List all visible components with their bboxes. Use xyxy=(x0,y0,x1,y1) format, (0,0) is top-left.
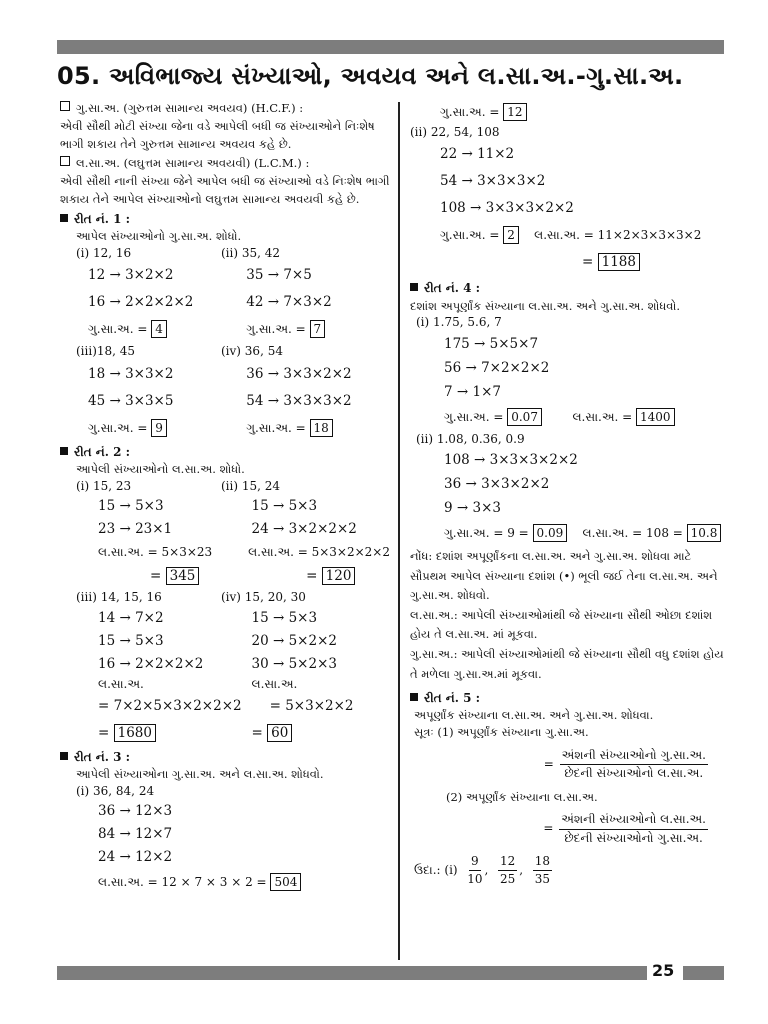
method-1-heading: રીત નં. 1 : xyxy=(60,211,390,228)
m5-f1-numerator: અંશની સંખ્યાઓનો ગુ.સા.અ. xyxy=(560,747,708,765)
m5-f2-numerator: અંશની સંખ્યાઓનો લ.સા.અ. xyxy=(559,811,708,829)
square-bullet-icon xyxy=(410,693,418,701)
gcd-label: ગુ.સા.અ. = xyxy=(88,420,148,435)
m2-ii-lcm: લ.સા.અ. = 5×3×2×2×2 xyxy=(248,545,390,560)
m4-ii-gcd-result: 0.09 xyxy=(533,524,568,542)
m2-i-line1: 15 → 5×3 xyxy=(98,498,164,515)
m3-i-line1: 36 → 12×3 xyxy=(98,803,173,820)
lcm-title: લ.સા.અ. (લઘુત્તમ સામાન્ય અવયવી) (L.C.M.) : xyxy=(76,156,310,171)
m1-iv-label: (iv) 36, 54 xyxy=(221,344,283,359)
m3-i-label: (i) 36, 84, 24 xyxy=(76,784,155,799)
gcd-label: ગુ.સા.અ. = xyxy=(88,322,148,337)
m5-f1-denominator: છેદની સંખ્યાઓનો લ.સા.અ. xyxy=(564,766,704,781)
m4-ii-line3: 9 → 3×3 xyxy=(444,500,501,517)
m4-note-gcd: ગુ.સા.અ.: આપેલી સંખ્યાઓમાંથી જે સંખ્યાના સૌથી વધુ દશાંશ હોય તે મળેલા ગુ.સા.અ.માં મૂકવા. xyxy=(410,646,724,681)
m3-ii-gcd-label: ગુ.સા.અ. = xyxy=(440,228,500,243)
m5-formula1-label: સૂત્રઃ (1) અપૂર્ણાંક સંખ્યાના ગુ.સા.અ. xyxy=(414,725,589,740)
fraction-numerator: 18 xyxy=(533,853,552,871)
method-1-desc: આપેલ સંખ્યાઓનો ગુ.સા.અ. શોધો. xyxy=(76,229,242,244)
fraction-numerator: 12 xyxy=(498,853,517,871)
method-2-heading: રીત નં. 2 : xyxy=(60,444,390,461)
checkbox-bullet-icon xyxy=(60,101,70,111)
m1-iv-result: 18 xyxy=(310,419,333,437)
method-4-heading: રીત નં. 4 : xyxy=(410,280,730,297)
m3-ii-label: (ii) 22, 54, 108 xyxy=(410,125,500,139)
m5-example-label: ઉદા.: (i) xyxy=(414,863,458,878)
m2-ii-line2: 24 → 3×2×2×2 xyxy=(251,521,357,538)
m2-i-line2: 23 → 23×1 xyxy=(98,521,173,538)
m2-iv-label: (iv) 15, 20, 30 xyxy=(221,590,306,605)
m4-i-line2: 56 → 7×2×2×2 xyxy=(444,359,550,376)
m1-iv-line1: 36 → 3×3×2×2 xyxy=(246,365,352,382)
m1-ii-result: 7 xyxy=(310,320,326,338)
m3-ii-line2: 54 → 3×3×3×2 xyxy=(440,173,546,190)
m2-i-result: 345 xyxy=(166,567,200,585)
right-column: ગુ.સા.અ. = 12 (ii) 22, 54, 108 22 → 11×2 54 → 3×3×3×2 108 → 3×3×3×2×2 ગુ.સા.અ. = 2 લ.સા.અ. = 11×2×3×3×3×2 = 1188 રીત નં. 4 : દશાંશ અપૂર્ણાંક સંખ્યાના લ.સા.અ. અને ગુ.સા.અ. શોધવો. (i) 1.75, 5.6, 7 175 → 5×5×7 56 → 7×2×2×2 7 → 1×7 ગુ.સા.અ. = 0.07 લ.સા.અ. = 1400 (ii) 1.08, 0.36, 0.9 108 → 3×3×3×2×2 36 → 3×3×2×2 9 → 3×3 ગુ.સા.અ. = 9 = 0.09 લ.સા.અ. = 108 = 10.8 નોંધ: દશાંશ અપૂર્ણાંકના લ.સા.અ. અને ગુ.સા.અ. શોધવા માટે સૌપ્રથમ આપેલ સંખ્યાના દશાંશ (•) ભૂલી જઈ તેના લ.સા.અ. અને ગુ.સા.અ. શોધવો. લ.સા.અ.: આપેલી સંખ્યાઓમાંથી જે સંખ્યાના સૌથી ઓછા દશાંશ હોય તે લ.સા.અ. માં મૂકવા. ગુ.સા.અ.: આપેલી સંખ્યાઓમાંથી જે સંખ્યાના સૌથી વધુ દશાંશ હોય તે મળેલા ગુ.સા.અ.માં મૂકવા. રીત નં. 5 : અપૂર્ણાંક સંખ્યાના લ.સા.અ. અને ગુ.સા.અ. શોધવા. સૂત્રઃ (1) અપૂર્ણાંક સંખ્યાના ગુ.સા.અ. = $\frac{\text{અંશની સંખ્યાઓનો ગુ.સા.અ.}}{\text{છેદની સંખ્યાઓનો લ.સા.અ.}}$ (2) અપૂર્ણાંક સંખ્યાના લ.સા.અ. = $\frac{\text{અંશની સંખ્યાઓનો લ.સા.અ.}}{\text{છેદની સંખ્યાઓનો ગુ.સા.અ.}}$ ઉદા.: (i) $\frac{9}{10}$ , $\frac{12}{25}$ , $\frac{18}{35}$ xyxy=(410,100,730,889)
method-4-desc: દશાંશ અપૂર્ણાંક સંખ્યાના લ.સા.અ. અને ગુ.સા.અ. શોધવો. xyxy=(410,298,680,313)
m1-i-line2: 16 → 2×2×2×2 xyxy=(88,294,194,311)
m3-ii-line3: 108 → 3×3×3×2×2 xyxy=(440,200,574,217)
m3-i-lcm-result: 504 xyxy=(270,873,301,891)
m5-formula1: = $\frac{\text{અંશની સંખ્યાઓનો ગુ.સા.અ.}}{\text{છેદની સંખ્યાઓનો લ.સા.અ.}}$ xyxy=(410,747,730,783)
m3-i-lcm-label: લ.સા.અ. = 12 × 7 × 3 × 2 = xyxy=(98,875,267,890)
m5-example: ઉદા.: (i) $\frac{9}{10}$ , $\frac{12}{25}$ , $\frac{18}{35}$ xyxy=(410,853,730,889)
m1-iii-line2: 45 → 3×3×5 xyxy=(88,392,174,409)
left-column: ગુ.સા.અ. (ગુરુત્તમ સામાન્ય અવયવ) (H.C.F.) : એવી સૌથી મોટી સંખ્યા જેના વડે આપેલી બધી જ સંખ્યાઓને નિઃશેષ ભાગી શકાય તેને ગુરુત્તમ સામાન્ય અવયવ કહે છે. લ.સા.અ. (લઘુત્તમ સામાન્ય અવયવી) (L.C.M.) : એવી સૌથી નાની સંખ્યા જેને આપેલ બધી જ સંખ્યાઓ વડે નિઃશેષ ભાગી શકાય તેને આપેલ સંખ્યાઓનો લઘુત્તમ સામાન્ય અવયવી કહે છે. રીત નં. 1 : આપેલ સંખ્યાઓનો ગુ.સા.અ. શોધો. (i) 12, 16 (ii) 35, 42 12 → 3×2×2 35 → 7×5 16 → 2×2×2×2 42 → 7×3×2 ગુ.સા.અ. = 4 ગુ.સા.અ. = 7 (iii)18, 45 (iv) 36, 54 18 → 3×3×2 36 → 3×3×2×2 45 → 3×3×5 54 → 3×3×3×2 ગુ.સા.અ. = 9 ગુ.સા.અ. = 18 રીત નં. 2 : આપેલી સંખ્યાઓનો લ.સા.અ. શોધો. (i) 15, 23 (ii) 15, 24 15 → 5×3 15 → 5×3 23 → 23×1 24 → 3×2×2×2 લ.સા.અ. = 5×3×23 લ.સા.અ. = 5×3×2×2×2 = 345 = 120 (iii) 14, 15, 16 (iv) 15, 20, 30 14 → 7×2 15 → 5×3 15 → 5×3 20 → 5×2×2 16 → 2×2×2×2 30 → 5×2×3 લ.સા.અ. લ.સા.અ. = 7×2×5×3×2×2×2 = 5×3×2×2 = 1680 = 60 રીત નં. 3 : આપેલી સંખ્યાઓના ગુ.સા.અ. અને લ.સા.અ. શોધવો. (i) 36, 84, 24 36 → 12×3 84 → 12×7 24 → 12×2 લ.સા.અ. = 12 × 7 × 3 × 2 = 504 xyxy=(60,101,390,890)
method-5-heading: રીત નં. 5 : xyxy=(410,690,730,707)
m2-iii-line1: 14 → 7×2 xyxy=(98,609,164,626)
page-title: 05. અવિભાજ્ય સંખ્યાઓ, અવયવ અને લ.સા.અ.-ગુ.સા.અ. xyxy=(57,62,684,90)
m4-i-lcm-result: 1400 xyxy=(636,408,675,426)
m2-i-lcm: લ.સા.અ. = 5×3×23 xyxy=(98,545,213,560)
m2-ii-result: 120 xyxy=(322,567,356,585)
square-bullet-icon xyxy=(60,214,68,222)
m4-i-line3: 7 → 1×7 xyxy=(444,383,501,400)
lcm-definition xyxy=(60,155,390,208)
method-3-desc: આપેલી સંખ્યાઓના ગુ.સા.અ. અને લ.સા.અ. શોધવો. xyxy=(76,767,324,782)
column-divider xyxy=(398,102,400,960)
m1-iii-line1: 18 → 3×3×2 xyxy=(88,365,174,382)
m1-ii-label: (ii) 35, 42 xyxy=(221,245,281,260)
gcd-label: ગુ.સા.અ. = xyxy=(246,322,306,337)
square-bullet-icon xyxy=(60,447,68,455)
m1-ii-line1: 35 → 7×5 xyxy=(246,267,312,284)
m4-ii-label: (ii) 1.08, 0.36, 0.9 xyxy=(416,431,525,446)
footer-bar xyxy=(57,966,647,980)
m2-iv-expr: = 5×3×2×2 xyxy=(269,697,354,714)
top-decorative-bar xyxy=(57,40,724,54)
m4-ii-lcm-result: 10.8 xyxy=(687,524,722,542)
fraction-denominator: 10 xyxy=(467,872,483,887)
m2-iii-label: (iii) 14, 15, 16 xyxy=(76,590,162,605)
m3-ii-line1: 22 → 11×2 xyxy=(440,146,515,163)
m2-ii-label: (ii) 15, 24 xyxy=(221,478,281,493)
hcf-text: એવી સૌથી મોટી સંખ્યા જેના વડે આપેલી બધી જ સંખ્યાઓને નિઃશેષ ભાગી શકાય તેને ગુરુત્તમ સામાન્ય અવયવ કહે છે. xyxy=(60,118,375,151)
m1-ii-line2: 42 → 7×3×2 xyxy=(246,294,332,311)
m4-note-lcm: લ.સા.અ.: આપેલી સંખ્યાઓમાંથી જે સંખ્યાના સૌથી ઓછા દશાંશ હોય તે લ.સા.અ. માં મૂકવા. xyxy=(410,607,713,642)
page-number: 25 xyxy=(652,961,675,980)
m3-i-line2: 84 → 12×7 xyxy=(98,826,173,843)
m2-iv-line2: 20 → 5×2×2 xyxy=(251,632,337,649)
m3-ii-gcd-result: 2 xyxy=(503,226,519,244)
m3-i-line3: 24 → 12×2 xyxy=(98,849,173,866)
m2-iv-lcm: લ.સા.અ. xyxy=(251,676,298,691)
m2-iv-result: 60 xyxy=(267,724,292,742)
m5-formula2: = $\frac{\text{અંશની સંખ્યાઓનો લ.સા.અ.}}{\text{છેદની સંખ્યાઓનો ગુ.સા.અ.}}$ xyxy=(410,811,730,847)
m4-ii-line2: 36 → 3×3×2×2 xyxy=(444,476,550,493)
m1-iv-line2: 54 → 3×3×3×2 xyxy=(246,392,352,409)
fraction-denominator: 35 xyxy=(534,872,550,887)
m2-i-label: (i) 15, 23 xyxy=(76,478,132,493)
method-3-heading: રીત નં. 3 : xyxy=(60,749,390,766)
m4-i-label: (i) 1.75, 5.6, 7 xyxy=(416,315,502,330)
m5-formula2-label: (2) અપૂર્ણાંક સંખ્યાના લ.સા.અ. xyxy=(446,789,598,804)
method-2-desc: આપેલી સંખ્યાઓનો લ.સા.અ. શોધો. xyxy=(76,462,245,477)
m4-i-gcd-result: 0.07 xyxy=(507,408,542,426)
fraction-numerator: 9 xyxy=(469,853,481,871)
m3-ii-lcm-label: લ.સા.અ. = 11×2×3×3×3×2 xyxy=(534,228,702,243)
hcf-title: ગુ.સા.અ. (ગુરુત્તમ સામાન્ય અવયવ) (H.C.F.) : xyxy=(76,101,304,115)
m3-i-gcd-result: 12 xyxy=(503,103,526,121)
method-5-desc: અપૂર્ણાંક સંખ્યાના લ.સા.અ. અને ગુ.સા.અ. શોધવા. xyxy=(414,708,654,723)
m4-ii-lcm-label: લ.સા.અ. = 108 = xyxy=(582,526,683,541)
m2-iii-lcm: લ.સા.અ. xyxy=(98,676,144,691)
square-bullet-icon xyxy=(60,752,68,760)
m1-iii-label: (iii)18, 45 xyxy=(76,344,136,359)
m1-i-line1: 12 → 3×2×2 xyxy=(88,267,174,284)
m4-ii-line1: 108 → 3×3×3×2×2 xyxy=(444,452,578,469)
m4-i-lcm-label: લ.સા.અ. = xyxy=(572,409,633,424)
fraction-denominator: 25 xyxy=(499,872,516,887)
hcf-definition xyxy=(60,100,390,153)
m1-i-result: 4 xyxy=(151,320,167,338)
m2-iv-line3: 30 → 5×2×3 xyxy=(251,655,337,672)
gcd-label: ગુ.સા.અ. = xyxy=(246,420,306,435)
m2-ii-line1: 15 → 5×3 xyxy=(251,498,318,515)
m2-iii-line2: 15 → 5×3 xyxy=(98,632,164,649)
m5-f2-denominator: છેદની સંખ્યાઓનો ગુ.સા.અ. xyxy=(564,830,703,845)
m3-i-gcd-label: ગુ.સા.અ. = xyxy=(440,105,500,119)
m2-iii-result: 1680 xyxy=(114,724,156,742)
m1-i-label: (i) 12, 16 xyxy=(76,245,132,260)
m3-ii-lcm-result: 1188 xyxy=(598,253,640,271)
footer-bar-right xyxy=(683,966,724,980)
checkbox-bullet-icon xyxy=(60,156,70,166)
lcm-text: એવી સૌથી નાની સંખ્યા જેને આપેલ બધી જ સંખ્યાઓ વડે નિઃશેષ ભાગી શકાય તેને આપેલ સંખ્યાઓનો લઘુત્તમ સામાન્ય અવયવી કહે છે. xyxy=(60,174,390,207)
m2-iii-expr: = 7×2×5×3×2×2×2 xyxy=(98,697,242,714)
m1-iii-result: 9 xyxy=(151,419,167,437)
m4-i-line1: 175 → 5×5×7 xyxy=(444,335,539,352)
m4-ii-gcd-label: ગુ.સા.અ. = 9 = xyxy=(444,526,529,541)
m4-note-main: નોંધ: દશાંશ અપૂર્ણાંકના લ.સા.અ. અને ગુ.સા.અ. શોધવા માટે સૌપ્રથમ આપેલ સંખ્યાના દશાંશ (•) ભૂલી જઈ તેના લ.સા.અ. અને ગુ.સા.અ. શોધવો. xyxy=(410,549,718,603)
m4-i-gcd-label: ગુ.સા.અ. = xyxy=(444,409,504,424)
m2-iii-line3: 16 → 2×2×2×2 xyxy=(98,655,204,672)
square-bullet-icon xyxy=(410,283,418,291)
m2-iv-line1: 15 → 5×3 xyxy=(251,609,318,626)
